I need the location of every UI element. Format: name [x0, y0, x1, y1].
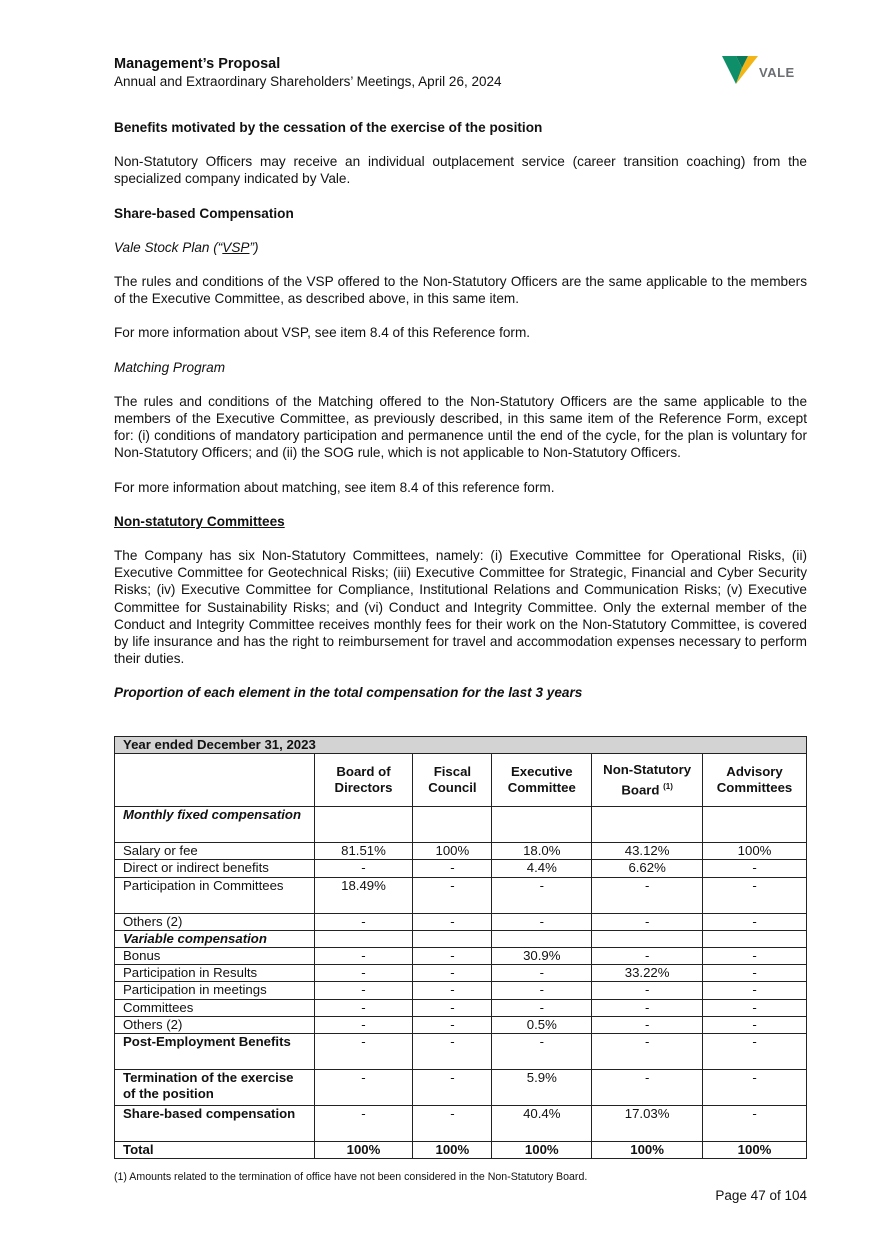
table-cell: -	[314, 1106, 413, 1142]
table-cell: -	[413, 1034, 492, 1070]
table-cell: 100%	[413, 843, 492, 860]
table-cell: -	[703, 913, 807, 930]
header-advisory-committees: Advisory Committees	[703, 754, 807, 807]
table-cell: -	[703, 860, 807, 877]
row-label: Participation in meetings	[115, 982, 315, 999]
table-row	[115, 1034, 807, 1070]
table-cell: 18.0%	[492, 843, 592, 860]
row-label: Total	[115, 1142, 315, 1159]
table-cell: 100%	[413, 1142, 492, 1159]
vale-logo	[722, 54, 812, 88]
table-year-row	[115, 737, 807, 754]
table-cell: -	[492, 877, 592, 913]
logo-text: VALE	[759, 65, 795, 80]
paragraph-vsp-more-info: For more information about VSP, see item 8.4 of this Reference form.	[114, 325, 531, 341]
table-cell: -	[592, 913, 703, 930]
table-cell: -	[413, 982, 492, 999]
table-cell: -	[413, 1106, 492, 1142]
table-row	[115, 1016, 807, 1033]
table-cell: 100%	[492, 1142, 592, 1159]
table-cell: 100%	[703, 1142, 807, 1159]
section-label-variable: Variable compensation	[115, 930, 315, 947]
table-cell: -	[592, 948, 703, 965]
table-cell: -	[413, 913, 492, 930]
row-label: Share-based compensation	[115, 1106, 315, 1142]
header-non-statutory-board-label: Non-Statutory Board	[603, 762, 692, 797]
page-number: Page 47 of 104	[715, 1188, 807, 1203]
table-row	[115, 877, 807, 913]
table-cell: -	[592, 1070, 703, 1106]
row-label: Participation in Results	[115, 965, 315, 982]
section-row-monthly	[115, 807, 807, 843]
vsp-heading	[114, 239, 807, 256]
row-label: Participation in Committees	[115, 877, 315, 913]
table-row	[115, 982, 807, 999]
table-row	[115, 948, 807, 965]
paragraph-outplacement: Non-Statutory Officers may receive an individual outplacement service (career transition coaching) from the specialized company indicated by Vale.	[114, 154, 807, 187]
matching-heading: Matching Program	[114, 359, 226, 375]
table-cell: -	[703, 1106, 807, 1142]
table-cell: -	[314, 948, 413, 965]
table-cell: -	[592, 1016, 703, 1033]
paragraph-committees: The Company has six Non-Statutory Committees, namely: (i) Executive Committee for Operational Risks, (ii) Executive Committee for Geotechnical Risks; (iii) Executive Committee for Strategic, Financial and Cyber Security Risks; (iv) Executive Committee for Compliance, Institutional Relations and Communication Risks; (v) Executive Committee for Sustainability Risks; and (vi) Conduct and Integrity Committee. Only the external member of the Conduct and Integrity Committee receives monthly fees for their work on the Non-Statutory Committee, is covered by life insurance and has the right to reimbursement for travel and accommodation expenses necessary to perform their duties.	[114, 548, 807, 667]
table-cell: 40.4%	[492, 1106, 592, 1142]
header-executive-committee: Executive Committee	[492, 754, 592, 807]
table-header-row	[115, 754, 807, 807]
table-cell: -	[703, 999, 807, 1016]
table-cell: 17.03%	[592, 1106, 703, 1142]
table-cell: -	[314, 982, 413, 999]
table-cell: -	[492, 913, 592, 930]
table-cell: -	[314, 999, 413, 1016]
table-cell: 100%	[314, 1142, 413, 1159]
table-cell: -	[314, 913, 413, 930]
table-cell: 4.4%	[492, 860, 592, 877]
section-heading-non-statutory: Non-statutory Committees	[114, 513, 285, 529]
table-cell: -	[592, 982, 703, 999]
table-cell: 18.49%	[314, 877, 413, 913]
table-cell: -	[592, 877, 703, 913]
vsp-abbr: VSP	[222, 239, 250, 255]
section-row-variable	[115, 930, 807, 947]
table-cell: -	[413, 860, 492, 877]
vsp-heading-suffix: ”)	[249, 239, 259, 255]
table-row	[115, 860, 807, 877]
table-cell: 0.5%	[492, 1016, 592, 1033]
table-row	[115, 843, 807, 860]
paragraph-vsp-rules: The rules and conditions of the VSP offered to the Non-Statutory Officers are the same applicable to the members of the Executive Committee, as described above, in this same item.	[114, 274, 807, 307]
header-non-statutory-board	[592, 754, 703, 807]
section-label-monthly: Monthly fixed compensation	[115, 807, 315, 843]
year-label: Year ended December 31, 2023	[115, 737, 807, 754]
table-row	[115, 965, 807, 982]
vale-logo-icon	[722, 54, 758, 86]
table-cell: -	[314, 1034, 413, 1070]
table-cell: -	[492, 982, 592, 999]
table-cell: -	[703, 982, 807, 999]
row-label: Salary or fee	[115, 843, 315, 860]
table-cell: 81.51%	[314, 843, 413, 860]
table-row	[115, 999, 807, 1016]
table-row	[115, 913, 807, 930]
table-cell: -	[314, 1016, 413, 1033]
table-cell: -	[492, 1034, 592, 1070]
section-heading-share-based: Share-based Compensation	[114, 205, 294, 221]
paragraph-matching-rules: The rules and conditions of the Matching offered to the Non-Statutory Officers are the same applicable to the members of the Executive Committee, as previously described, in this same item of the Reference Form, except for: (i) conditions of mandatory participation and permanence until the end of the cycle, for the plan is voluntary for Non-Statutory Officers; and (ii) the SOG rule, which is not applicable to Non-Statutory Officers.	[114, 393, 807, 461]
table-cell: -	[314, 860, 413, 877]
table-cell: -	[703, 877, 807, 913]
table-row	[115, 1106, 807, 1142]
table-footnote: (1) Amounts related to the termination of office have not been considered in the Non-Statutory Board.	[114, 1171, 588, 1183]
table-cell: 100%	[703, 843, 807, 860]
table-cell: 33.22%	[592, 965, 703, 982]
paragraph-matching-more-info: For more information about matching, see item 8.4 of this reference form.	[114, 479, 555, 495]
table-row	[115, 1070, 807, 1106]
table-cell: 5.9%	[492, 1070, 592, 1106]
row-label: Others (2)	[115, 1016, 315, 1033]
main-content	[114, 119, 807, 702]
compensation-table	[114, 736, 807, 1159]
table-cell: -	[492, 999, 592, 1016]
row-label: Bonus	[115, 948, 315, 965]
row-label: Committees	[115, 999, 315, 1016]
row-label: Post-Employment Benefits	[115, 1034, 315, 1070]
table-cell: -	[703, 965, 807, 982]
table-cell: -	[492, 965, 592, 982]
table-cell: -	[314, 1070, 413, 1106]
table-cell: -	[592, 999, 703, 1016]
header-fiscal-council: Fiscal Council	[413, 754, 492, 807]
row-label: Direct or indirect benefits	[115, 860, 315, 877]
header-subtitle: Annual and Extraordinary Shareholders’ Meetings, April 26, 2024	[114, 74, 502, 89]
table-cell: -	[413, 1016, 492, 1033]
row-label: Termination of the exercise of the position	[115, 1070, 315, 1106]
header-board-of-directors: Board of Directors	[314, 754, 413, 807]
table-title: Proportion of each element in the total compensation for the last 3 years	[114, 685, 583, 701]
table-cell: -	[314, 965, 413, 982]
table-cell: 43.12%	[592, 843, 703, 860]
section-heading-cessation: Benefits motivated by the cessation of the exercise of the position	[114, 120, 543, 135]
table-cell: -	[413, 948, 492, 965]
header-empty	[115, 754, 315, 807]
table-cell: -	[703, 1070, 807, 1106]
row-label: Others (2)	[115, 913, 315, 930]
table-total-row	[115, 1142, 807, 1159]
table-cell: -	[703, 1016, 807, 1033]
table-cell: -	[413, 965, 492, 982]
table-cell: -	[703, 1034, 807, 1070]
table-cell: 30.9%	[492, 948, 592, 965]
footnote-marker: (1)	[663, 781, 673, 791]
table-cell: -	[703, 948, 807, 965]
table-cell: 100%	[592, 1142, 703, 1159]
vsp-heading-prefix: Vale Stock Plan (“	[114, 239, 223, 255]
table-cell: -	[413, 999, 492, 1016]
table-cell: -	[413, 1070, 492, 1106]
table-cell: 6.62%	[592, 860, 703, 877]
table-cell: -	[413, 877, 492, 913]
header-title: Management’s Proposal	[114, 56, 281, 72]
table-cell: -	[592, 1034, 703, 1070]
